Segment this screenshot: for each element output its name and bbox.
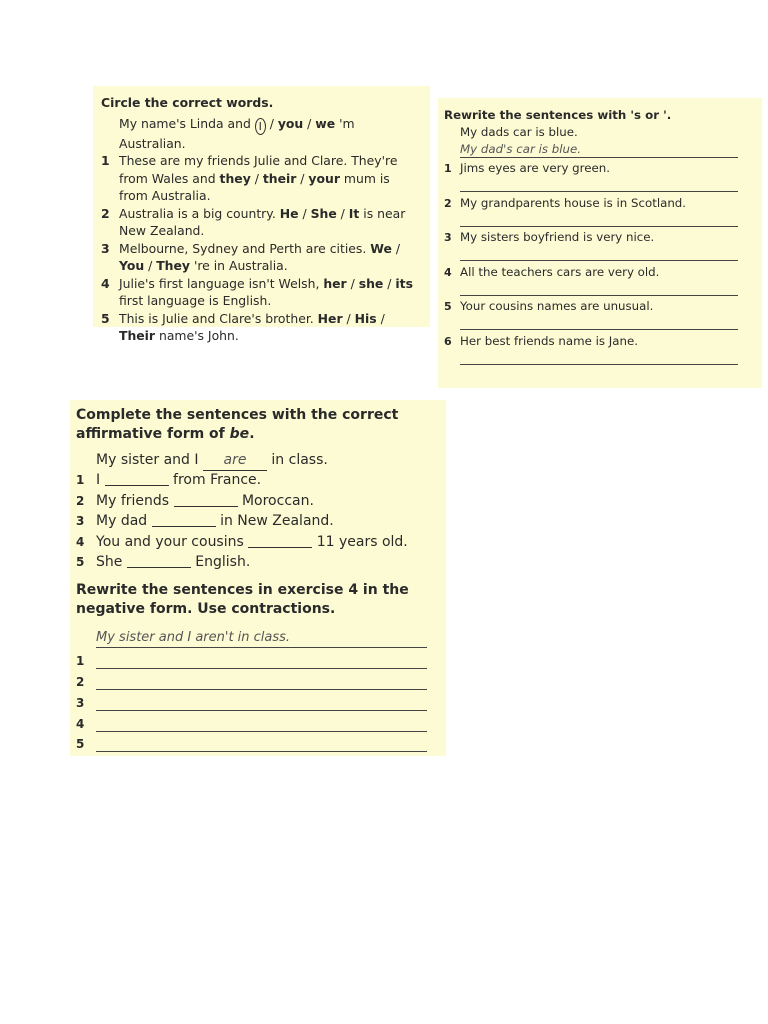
word-option[interactable]: He — [279, 205, 299, 221]
answer-line[interactable] — [96, 650, 427, 669]
item-number: 5 — [101, 310, 110, 326]
exercise-item — [444, 229, 756, 264]
item-number: 5 — [444, 300, 452, 313]
circled-answer: I — [255, 118, 266, 135]
exercise-item — [444, 333, 756, 368]
exercise-title: Complete the sentences with the correct affirmative form of be. — [76, 407, 399, 442]
answer-row — [76, 692, 440, 713]
exercise-title: Rewrite the sentences in exercise 4 in the negative form. Use contractions. — [76, 582, 409, 618]
item-number: 2 — [101, 205, 110, 221]
item-text: Australia is a big country. He / She / It is near New Zealand. — [119, 205, 406, 238]
item-number: 1 — [76, 654, 85, 669]
exercise-item: 5 She English. — [76, 553, 251, 570]
exercise-item — [101, 152, 422, 205]
example-item: My dads car is blue. My dad's car is blue. — [444, 124, 756, 158]
word-option[interactable]: We — [370, 240, 392, 256]
word-option[interactable]: She — [310, 205, 337, 221]
item-number: 1 — [76, 473, 85, 488]
item-number: 4 — [101, 275, 110, 291]
example-sentence: My name's Linda and I / you / we 'm Australian. — [119, 115, 355, 151]
word-option[interactable]: Her — [317, 310, 343, 326]
item-number: 3 — [444, 231, 452, 244]
word-option[interactable]: your — [308, 170, 340, 186]
answer-line[interactable] — [96, 692, 427, 711]
item-number: 6 — [444, 334, 452, 348]
exercise-item — [101, 205, 422, 240]
answer-row — [76, 733, 440, 754]
word-option[interactable]: Their — [119, 328, 156, 343]
item-number: 4 — [76, 716, 85, 731]
word-option[interactable]: she — [358, 275, 384, 291]
item-number: 1 — [444, 162, 452, 175]
item-number: 4 — [444, 265, 452, 279]
fill-in-blank[interactable] — [127, 552, 191, 568]
exercise-be-forms — [70, 400, 446, 756]
item-text: Jims eyes are very green. — [460, 161, 611, 175]
item-text: Julie's first language isn't Welsh, her / she / its first language is English. — [119, 275, 413, 308]
item-text: My sisters boyfriend is very nice. — [460, 230, 655, 244]
exercise-item — [444, 298, 756, 333]
exercise-item: 3 My dad in New Zealand. — [76, 513, 334, 530]
word-option[interactable]: It — [348, 205, 360, 221]
fill-in-list — [76, 450, 440, 572]
item-number: 5 — [76, 737, 85, 752]
item-text: Your cousins names are unusual. — [460, 299, 654, 313]
exercise-item — [101, 275, 422, 310]
word-option[interactable]: their — [262, 170, 297, 186]
answer-line[interactable] — [96, 713, 427, 732]
item-number: 2 — [76, 493, 85, 508]
exercise-title: Circle the correct words. — [101, 95, 274, 110]
example-answer-line: My dad's car is blue. — [460, 141, 738, 158]
word-option[interactable]: You — [119, 258, 145, 273]
item-number: 5 — [76, 554, 85, 569]
exercise-item — [101, 310, 422, 345]
item-text: This is Julie and Clare's brother. Her / His / Their name's John. — [119, 310, 385, 343]
answer-line[interactable] — [460, 212, 738, 227]
answer-line[interactable] — [460, 177, 738, 192]
exercise-title: Rewrite the sentences with 's or '. — [444, 108, 672, 122]
answer-row — [76, 650, 440, 671]
fill-in-blank[interactable] — [174, 491, 238, 507]
item-number: 3 — [76, 695, 85, 710]
answer-line[interactable] — [460, 246, 738, 261]
example-answer-blank: are — [203, 450, 267, 471]
word-option[interactable]: they — [219, 170, 251, 186]
item-number: 1 — [101, 153, 110, 168]
exercise-item: 2 My friends Moroccan. — [76, 492, 314, 509]
exercise-rewrite-possessive — [438, 98, 762, 388]
item-number: 4 — [76, 534, 85, 549]
answer-row — [76, 671, 440, 692]
item-number: 2 — [444, 196, 452, 210]
answer-line[interactable] — [460, 281, 738, 296]
exercise-circle-words — [93, 86, 430, 343]
exercise-item — [444, 264, 756, 299]
exercise-item: 1 I from France. — [76, 472, 262, 489]
item-text: My grandparents house is in Scotland. — [460, 195, 687, 210]
fill-in-blank[interactable] — [248, 532, 312, 548]
item-number: 2 — [76, 674, 85, 689]
exercise-item — [101, 240, 422, 275]
word-option[interactable]: They — [156, 258, 190, 273]
item-text: Her best friends name is Jane. — [460, 333, 638, 348]
item-text: All the teachers cars are very old. — [460, 264, 660, 279]
exercise-item: 4 You and your cousins 11 years old. — [76, 533, 408, 550]
word-option[interactable]: its — [395, 275, 413, 291]
answer-line[interactable] — [460, 315, 738, 330]
exercise-item — [444, 160, 756, 195]
example-answer-line: My sister and I aren't in class. — [96, 629, 440, 650]
fill-in-blank[interactable] — [105, 470, 169, 486]
word-option[interactable]: her — [323, 275, 347, 291]
fill-in-blank[interactable] — [152, 511, 216, 527]
answer-line[interactable] — [96, 671, 427, 690]
item-text: These are my friends Julie and Clare. They're from Wales and they / their / your mum is from Australia. — [119, 153, 398, 203]
answer-lines — [76, 629, 440, 754]
answer-line[interactable] — [96, 733, 427, 752]
answer-line[interactable] — [460, 350, 738, 365]
exercise-item — [444, 195, 756, 230]
answer-row — [76, 713, 440, 734]
word-option[interactable]: His — [354, 310, 377, 326]
example-sentence: My sister and I are in class. — [96, 450, 440, 470]
item-number: 3 — [76, 514, 85, 529]
item-text: Melbourne, Sydney and Perth are cities. We / You / They 're in Australia. — [119, 240, 400, 273]
item-number: 3 — [101, 240, 110, 256]
